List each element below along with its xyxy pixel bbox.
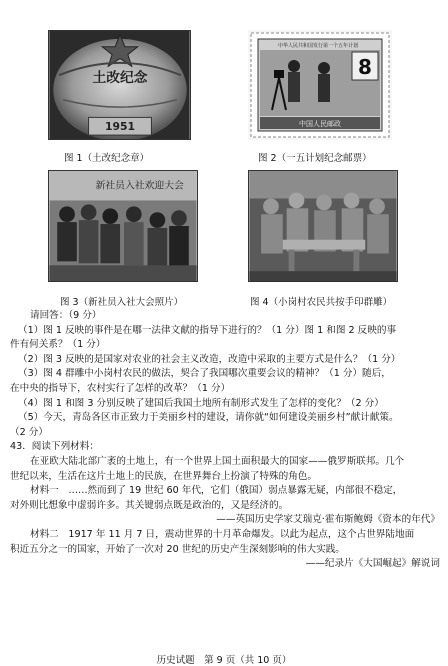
stamp-bottom-text: 中国人民邮政 bbox=[299, 120, 341, 128]
material-2-line-a: 材料二 1917 年 11 月 7 日，震动世界的十月革命爆发。以此为起点，这个占世界陆地面 bbox=[30, 528, 415, 540]
figure-3-caption: 图 3（新社员入社大会照片） bbox=[60, 297, 184, 308]
figure-3-meeting-photo bbox=[48, 170, 198, 282]
material-2-source: ——纪录片《大国崛起》解说词 bbox=[305, 558, 440, 570]
question-1-line-b: 件有何关系？（1 分） bbox=[10, 339, 106, 351]
figure-4-caption: 图 4（小岗村农民共按手印群雕） bbox=[250, 297, 393, 308]
question-43-title: 43．阅读下列材料： bbox=[10, 441, 99, 453]
figure-2-caption: 图 2（一五计划纪念邮票） bbox=[258, 153, 372, 164]
material-1-line-b: 对外则比想象中虚弱许多。其关键弱点既是政治的，又是经济的。 bbox=[10, 499, 289, 511]
q43-intro-line-a: 在亚欧大陆北部广袤的土地上，有一个世界上国土面积最大的国家——俄罗斯联邦。几个 bbox=[30, 455, 405, 467]
question-intro: 请回答：（9 分） bbox=[30, 310, 102, 321]
question-3-line-b: 在中央的指导下，农村实行了怎样的改革？（1 分） bbox=[10, 382, 231, 394]
question-3-line-a: （3）图 4 群雕中小岗村农民的做法，契合了我国哪次重要会议的精神？（1 分）随后， bbox=[18, 368, 391, 380]
figure-1-caption: 图 1（土改纪念章） bbox=[64, 153, 150, 164]
figure-4-sculpture-photo bbox=[248, 170, 398, 282]
question-1-line-a: （1）图 1 反映的事件是在哪一法律文献的指导下进行的？（1 分）图 1 和图 2 反映的事 bbox=[18, 324, 397, 336]
material-1-line-a: 材料一 ……然而到了 19 世纪 60 年代，它们（俄国）弱点暴露无疑，内部很不稳定， bbox=[30, 485, 403, 497]
material-1-source: ——英国历史学家艾瑞克·霍布斯鲍姆《资本的年代》 bbox=[216, 514, 440, 526]
question-2: （2）图 3 反映的是国家对农业的社会主义改造，改造中采取的主要方式是什么？（1 分） bbox=[18, 353, 401, 365]
stamp-value: 8 bbox=[358, 55, 372, 79]
badge-text: 土改纪念 bbox=[92, 70, 148, 87]
question-4: （4）图 1 和图 3 分别反映了建国后我国土地所有制形式发生了怎样的变化？（2 分） bbox=[18, 397, 384, 409]
question-5-line-a: （5）今天，青岛各区市正致力于美丽乡村的建设，请你就“如何建设美丽乡村”献计献策。 bbox=[18, 412, 399, 424]
question-block bbox=[10, 309, 440, 572]
material-2-line-b: 积近五分之一的国家，开始了一次对 20 世纪的历史产生深刻影响的伟大实践。 bbox=[10, 543, 345, 555]
figure-2-stamp-photo bbox=[248, 30, 392, 140]
figure-1-badge-photo bbox=[48, 30, 191, 140]
q43-intro-line-b: 世纪以来，生活在这片土地上的民族，在世界舞台上扮演了特殊的角色。 bbox=[10, 470, 317, 482]
question-5-line-b: （2 分） bbox=[10, 426, 48, 438]
meeting-banner: 新社员入社欢迎大会 bbox=[95, 180, 184, 192]
page-footer: 历史试题 第 9 页（共 10 页） bbox=[156, 655, 292, 666]
stamp-top-text: 中华人民共和国发行第一个五年计划 bbox=[277, 43, 359, 49]
badge-year: 1951 bbox=[104, 120, 136, 134]
